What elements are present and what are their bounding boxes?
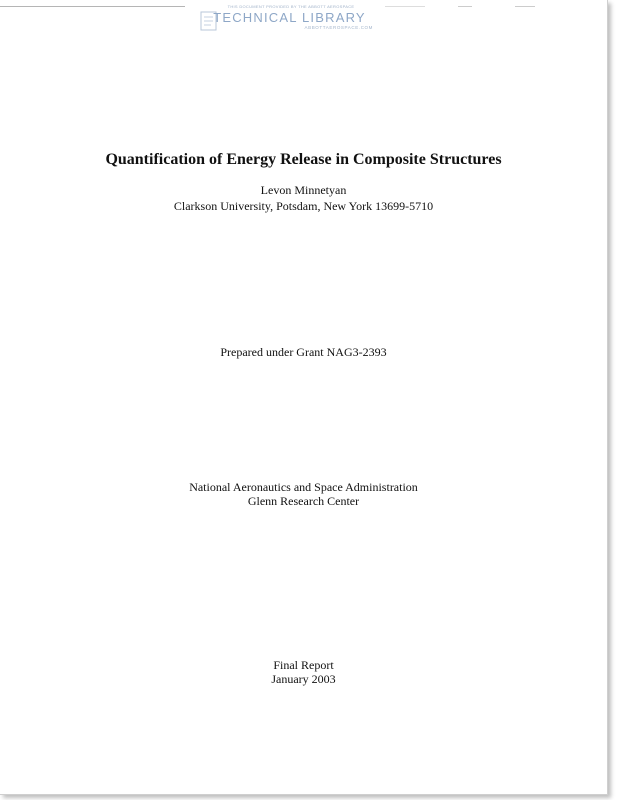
sponsor-organization: National Aeronautics and Space Administration xyxy=(189,480,418,494)
scan-artifact-line xyxy=(385,6,425,7)
document-title: Quantification of Energy Release in Composite Structures xyxy=(105,151,502,168)
report-type: Final Report xyxy=(273,658,334,672)
author-name: Levon Minnetyan xyxy=(260,183,347,197)
scan-artifact-line xyxy=(515,6,535,7)
report-date: January 2003 xyxy=(271,672,336,686)
scan-artifact-line xyxy=(458,6,472,7)
watermark-title: TECHNICAL LIBRARY xyxy=(213,10,366,25)
watermark-url: ABBOTTAEROSPACE.COM xyxy=(304,25,373,30)
scan-artifact-line xyxy=(0,6,185,7)
technical-library-watermark xyxy=(200,4,372,36)
author-affiliation: Clarkson University, Potsdam, New York 13699-5710 xyxy=(173,199,434,213)
grant-statement: Prepared under Grant NAG3-2393 xyxy=(220,345,387,359)
watermark-notice: THIS DOCUMENT PROVIDED BY THE ABBOTT AEROSPACE xyxy=(227,4,355,9)
sponsor-center: Glenn Research Center xyxy=(247,494,360,508)
